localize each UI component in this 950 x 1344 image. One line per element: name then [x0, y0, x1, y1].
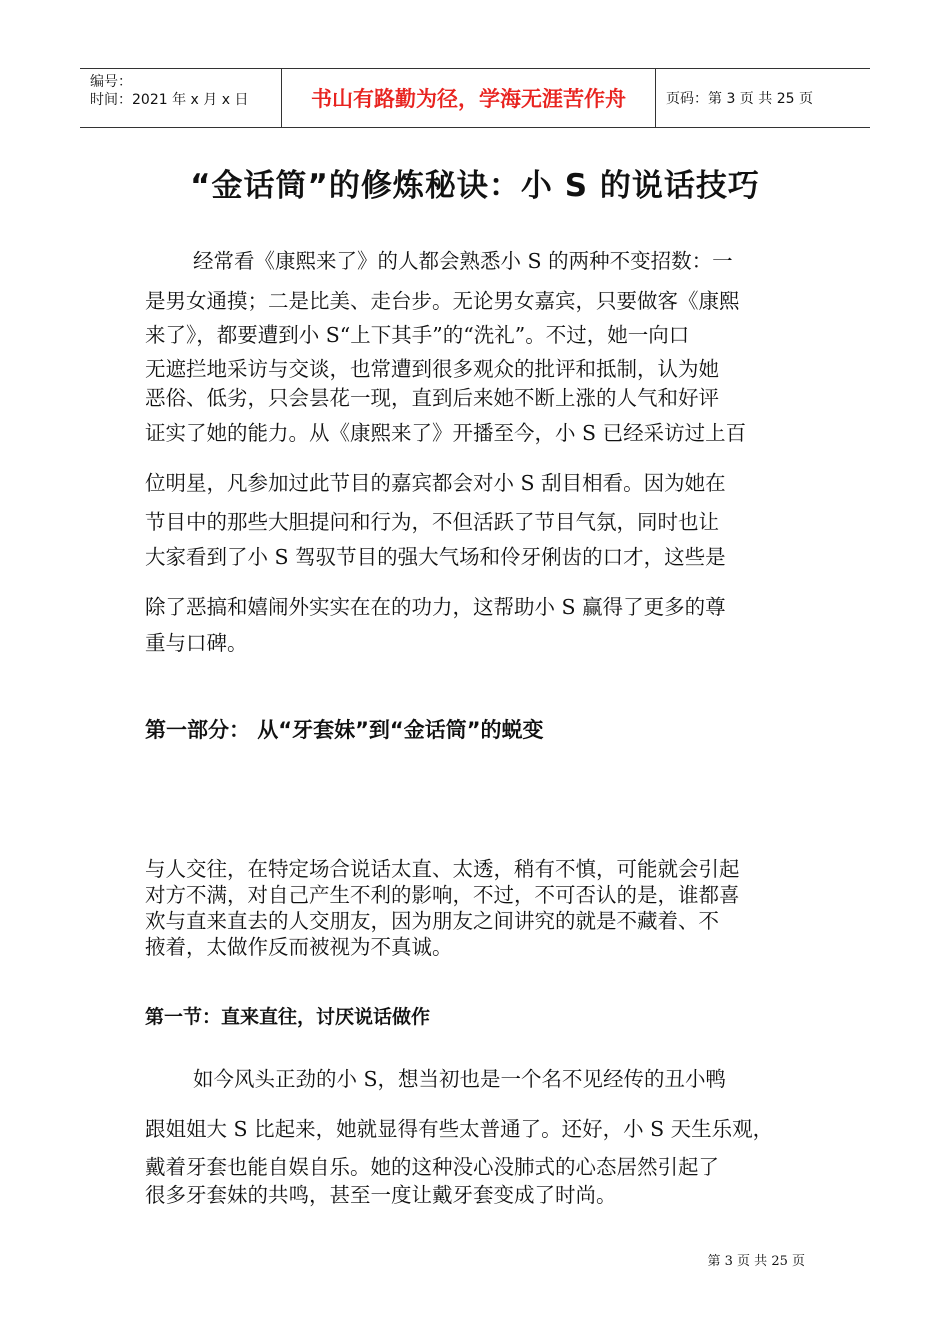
document-title: “金话筒”的修炼秘诀：小 S 的说话技巧 [190, 168, 760, 204]
intro-line: 无遮拦地采访与交谈，也常遭到很多观众的批评和抵制，认为她 [145, 357, 719, 381]
intro-line: 恶俗、低劣，只会昙花一现，直到后来她不断上涨的人气和好评 [145, 386, 719, 410]
section-line: 很多牙套妹的共鸣，甚至一度让戴牙套变成了时尚。 [145, 1183, 617, 1207]
section-line: 如今风头正劲的小 S，想当初也是一个名不见经传的丑小鸭 [193, 1067, 727, 1091]
part-line: 欢与直来直去的人交朋友，因为朋友之间讲究的就是不藏着、不 [145, 909, 719, 933]
part-line: 对方不满，对自己产生不利的影响，不过，不可否认的是，谁都喜 [145, 883, 740, 907]
intro-line: 除了恶搞和嬉闹外实实在在的功力，这帮助小 S 赢得了更多的尊 [145, 595, 726, 619]
intro-line: 来了》，都要遭到小 S“上下其手”的“洗礼”。不过，她一向口 [145, 323, 690, 347]
intro-line: 大家看到了小 S 驾驭节目的强大气场和伶牙俐齿的口才，这些是 [145, 545, 726, 569]
intro-line: 位明星，凡参加过此节目的嘉宾都会对小 S 刮目相看。因为她在 [145, 471, 726, 495]
intro-line: 是男女通摸；二是比美、走台步。无论男女嘉宾，只要做客《康熙 [145, 289, 740, 313]
intro-line: 节目中的那些大胆提问和行为，不但活跃了节目气氛，同时也让 [145, 510, 719, 534]
intro-line: 证实了她的能力。从《康熙来了》开播至今，小 S 已经采访过上百 [145, 421, 747, 445]
number-label: 编号： [90, 74, 132, 90]
intro-line: 经常看《康熙来了》的人都会熟悉小 S 的两种不变招数：一 [193, 249, 733, 273]
section-line: 跟姐姐大 S 比起来，她就显得有些太普通了。还好，小 S 天生乐观， [145, 1117, 774, 1141]
page-footer: 第 3 页 共 25 页 [707, 1254, 805, 1269]
section-heading: 第一节：直来直往，讨厌说话做作 [145, 1006, 431, 1028]
part-line: 掖着，太做作反而被视为不真诚。 [145, 935, 453, 959]
header-meta [80, 69, 282, 127]
page-header [80, 68, 870, 128]
intro-line: 重与口碑。 [145, 631, 248, 655]
part-line: 与人交往，在特定场合说话太直、太透，稍有不慎，可能就会引起 [145, 857, 740, 881]
part-heading: 第一部分： 从“牙套妹”到“金话筒”的蜕变 [145, 718, 544, 742]
section-line: 戴着牙套也能自娱自乐。她的这种没心没肺式的心态居然引起了 [145, 1155, 719, 1179]
header-page-label: 页码：第 3 页 共 25 页 [666, 91, 813, 107]
time-label: 时间：2021 年 x 月 x 日 [90, 92, 249, 108]
header-motto: 书山有路勤为径，学海无涯苦作舟 [282, 69, 656, 127]
